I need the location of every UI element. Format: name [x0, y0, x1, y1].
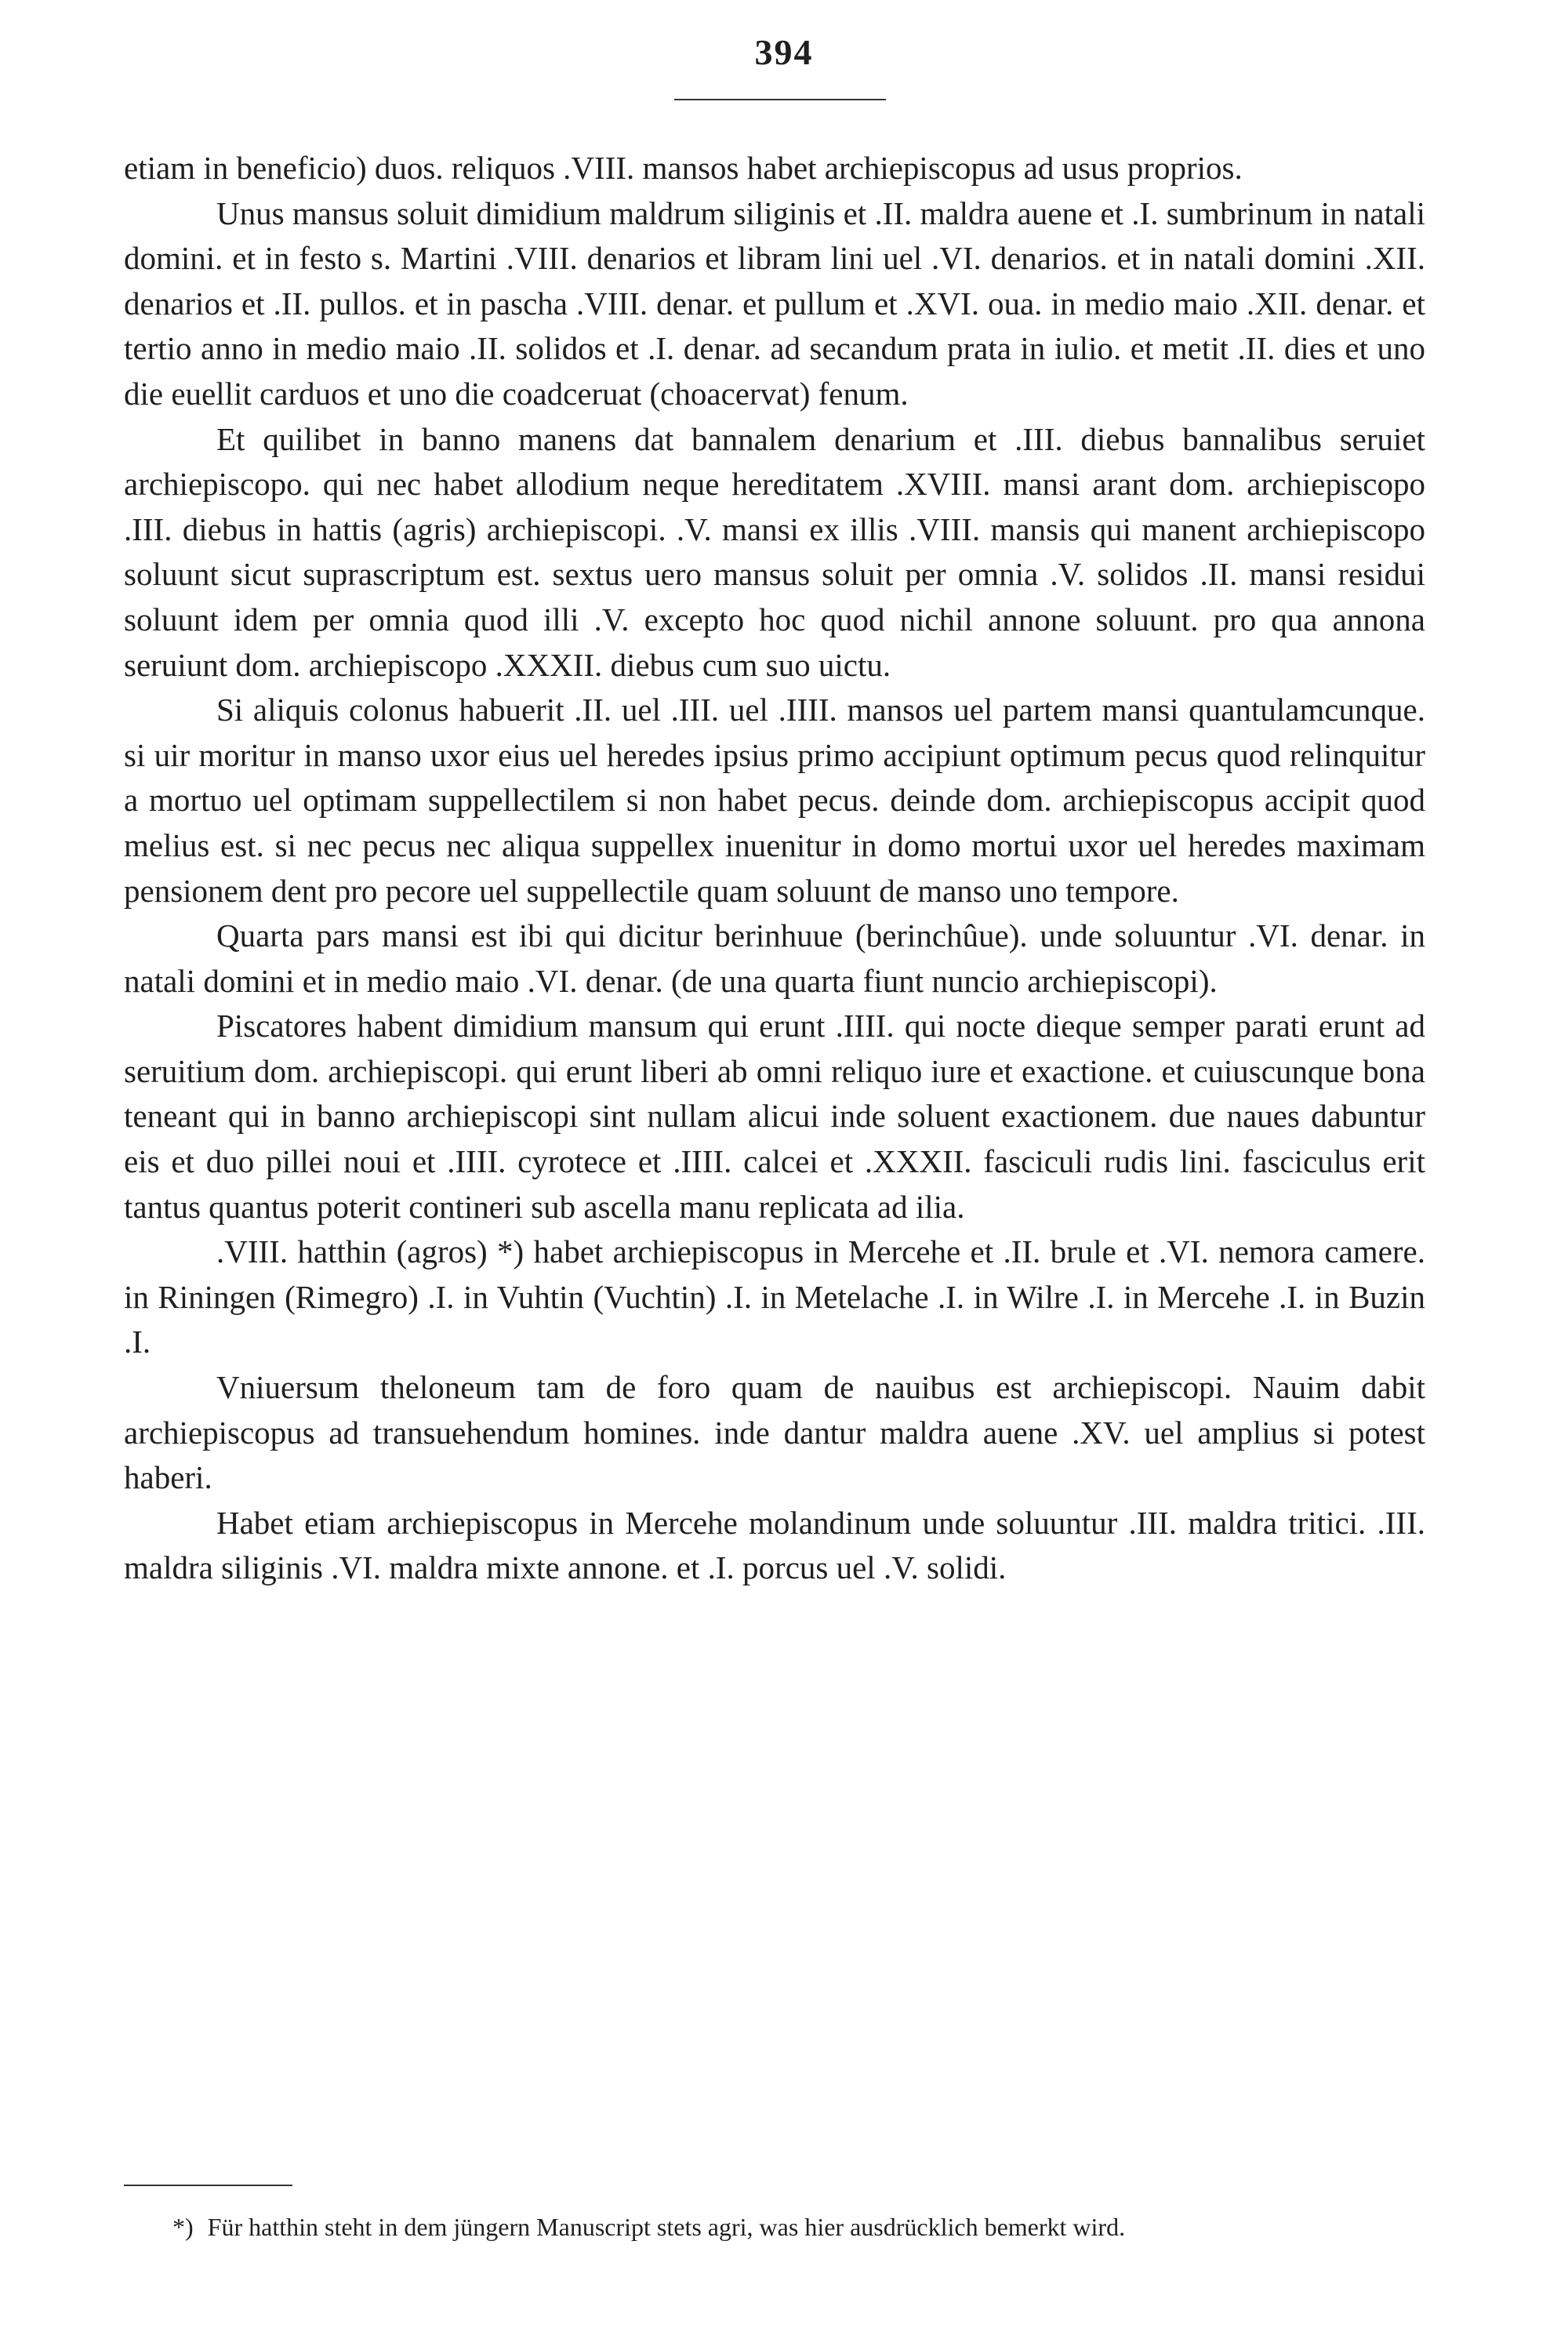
paragraph: Vniuersum theloneum tam de foro quam de nauibus est archiepiscopi. Nauim dabit archiepiscopus ad transuehendum homines. inde dantur maldra auene .XV. uel amplius si potest haberi. [124, 1369, 1425, 1496]
header-rule [674, 99, 886, 100]
footnote-rule [124, 2185, 292, 2186]
footnote-text: Für hatthin steht in dem jüngern Manuscript stets agri, was hier ausdrücklich bemerkt wird. [207, 2213, 1126, 2241]
page-number: 394 [754, 32, 814, 72]
footnote-mark: *) [172, 2213, 194, 2241]
paragraph: etiam in beneficio) duos. reliquos .VIII. mansos habet archiepiscopus ad usus proprios. [124, 150, 1243, 186]
footnote [172, 2210, 1427, 2244]
paragraph: Et quilibet in banno manens dat bannalem denarium et .III. diebus bannalibus seruiet archiepiscopo. qui nec habet allodium neque hereditatem .XVIII. mansi arant dom. archiepiscopo .III. diebus in hattis (agris) archiepiscopi. .V. mansi ex illis .VIII. mansis qui manent archiepiscopo soluunt sicut suprascriptum est. sextus uero mansus soluit per omnia .V. solidos .II. mansi residui soluunt idem per omnia quod illi .V. excepto hoc quod nichil annone soluunt. pro qua annona seruiunt dom. archiepiscopo .XXXII. diebus cum suo uictu. [124, 420, 1425, 683]
paragraph: Unus mansus soluit dimidium maldrum siliginis et .II. maldra auene et .I. sumbrinum in natali domini. et in festo s. Martini .VIII. denarios et libram lini uel .VI. denarios. et in natali domini .XII. denarios et .II. pullos. et in pascha .VIII. denar. et pullum et .XVI. oua. in medio maio .XII. denar. et tertio anno in medio maio .II. solidos et .I. denar. ad secandum prata in iulio. et metit .II. dies et uno die euellit carduos et uno die coadceruat (choacervat) fenum. [124, 194, 1425, 412]
paragraph: Quarta pars mansi est ibi qui dicitur berinhuue (berinchûue). unde soluuntur .VI. denar. in natali domini et in medio maio .VI. denar. (de una quarta fiunt nuncio archiepiscopi). [124, 917, 1425, 999]
text-body [124, 146, 1425, 1591]
paragraph: Si aliquis colonus habuerit .II. uel .III. uel .IIII. mansos uel partem mansi quantulamcunque. si uir moritur in manso uxor eius uel heredes ipsius primo accipiunt optimum pecus quod relinquitur a mortuo uel optimam suppellectilem si non habet pecus. deinde dom. archiepiscopus accipit quod melius est. si nec pecus nec aliqua suppellex inuenitur in domo mortui uxor uel heredes maximam pensionem dent pro pecore uel suppellectile quam soluunt de manso uno tempore. [124, 692, 1425, 909]
paragraph: .VIII. hatthin (agros) *) habet archiepiscopus in Mercehe et .II. brule et .VI. nemora camere. in Riningen (Rimegro) .I. in Vuhtin (Vuchtin) .I. in Metelache .I. in Wilre .I. in Mercehe .I. in Buzin .I. [124, 1233, 1425, 1360]
paragraph: Habet etiam archiepiscopus in Mercehe molandinum unde soluuntur .III. maldra tritici. .III. maldra siliginis .VI. maldra mixte annone. et .I. porcus uel .V. solidi. [124, 1504, 1425, 1586]
paragraph: Piscatores habent dimidium mansum qui erunt .IIII. qui nocte dieque semper parati erunt ad seruitium dom. archiepiscopi. qui erunt liberi ab omni reliquo iure et exactione. et cuiuscunque bona teneant qui in banno archiepiscopi sint nullam alicui inde soluent exactionem. due naues dabuntur eis et duo pillei noui et .IIII. cyrotece et .IIII. calcei et .XXXII. fasciculi rudis lini. fasciculus erit tantus quantus poterit contineri sub ascella manu replicata ad ilia. [124, 1008, 1425, 1225]
